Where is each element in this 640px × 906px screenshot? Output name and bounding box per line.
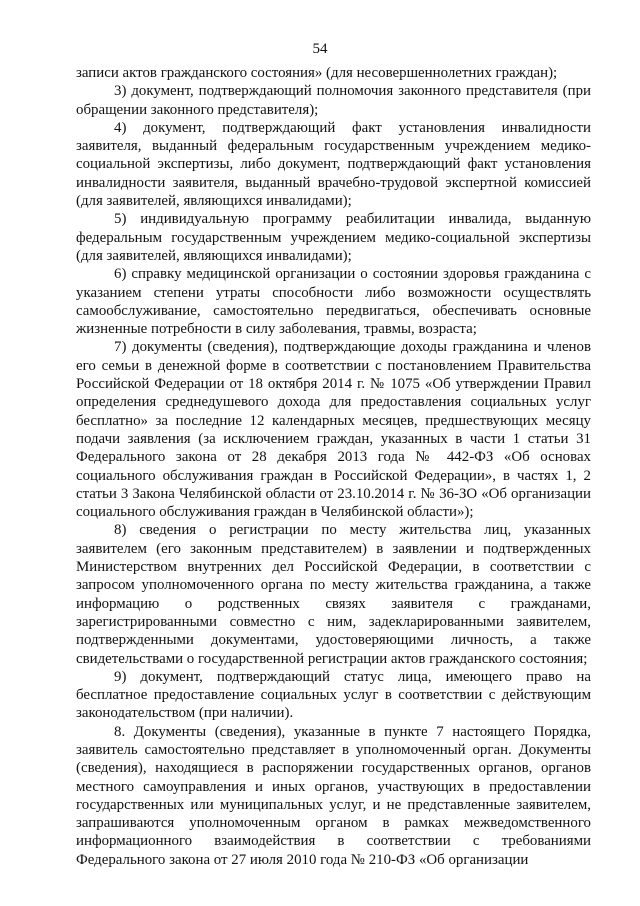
paragraph-section-8: 8. Документы (сведения), указанные в пункте 7 настоящего Порядка, заявитель самостоятельно представляет в уполномоченный орган. Документы (сведения), находящиеся в распоряжении государственных органов, органов местного самоуправления и иных органов, участвующих в предоставлении государственных или муниципальных услуг, и не представленные заявителем, запрашиваются уполномоченным органом в рамках межведомственного информационного взаимодействия в соответствии с требованиями Федерального закона от 27 июля 2010 года № 210-ФЗ «Об организации xyxy=(76,723,591,868)
paragraph-item-7: 7) документы (сведения), подтверждающие доходы гражданина и членов его семьи в денежной форме в соответствии с постановлением Правительства Российской Федерации от 18 октября 2014 г. № 1075 «Об утверждении Правил определения среднедушевого дохода для предоставления социальных услуг бесплатно» за последние 12 календарных месяцев, предшествующих месяцу подачи заявления (за исключением граждан, указанных в части 1 статьи 31 Федерального закона от 28 декабря 2013 года № 442-ФЗ «Об основах социального обслуживания граждан в Российской Федерации», в частях 1, 2 статьи 3 Закона Челябинской области от 23.10.2014 г. № 36-ЗО «Об организации социального обслуживания граждан в Челябинской области»); xyxy=(76,339,591,521)
paragraph-item-6: 6) справку медицинской организации о состоянии здоровья гражданина с указанием степени утраты способности либо возможности осуществлять самообслуживание, самостоятельно передвигаться, обеспечивать основные жизненные потребности в силу заболевания, травмы, возраста; xyxy=(76,266,591,338)
paragraph-item-5: 5) индивидуальную программу реабилитации инвалида, выданную федеральным государственным учреждением медико-социальной экспертизы (для заявителей, являющихся инвалидами); xyxy=(76,211,591,264)
paragraph-item-9: 9) документ, подтверждающий статус лица, имеющего право на бесплатное предоставление социальных услуг в соответствии с действующим законодательством (при наличии). xyxy=(76,668,591,722)
paragraph-continuation: записи актов гражданского состояния» (для несовершеннолетних граждан); xyxy=(76,65,558,81)
document-body xyxy=(76,64,591,869)
page-number: 54 xyxy=(312,41,328,57)
paragraph-item-4: 4) документ, подтверждающий факт установления инвалидности заявителя, выданный федеральным государственным учреждением медико-социальной экспертизы, либо документ, подтверждающий факт установления инвалидности заявителя, выданный врачебно-трудовой экспертной комиссией (для заявителей, являющихся инвалидами); xyxy=(76,119,591,210)
paragraph-item-8: 8) сведения о регистрации по месту жительства лиц, указанных заявителем (его законным представителем) в заявлении и подтвержденных Министерством внутренних дел Российской Федерации, в соответствии с запросом уполномоченного органа по месту жительства гражданина, а также информацию о родственных связях заявителя с гражданами, зарегистрированными совместно с ним, задекларированными заявителем, подтвержденными документами, удостоверяющими личность, а также свидетельствами о государственной регистрации актов гражданского состояния; xyxy=(76,522,591,667)
paragraph-item-3: 3) документ, подтверждающий полномочия законного представителя (при обращении законного представителя); xyxy=(76,83,591,118)
